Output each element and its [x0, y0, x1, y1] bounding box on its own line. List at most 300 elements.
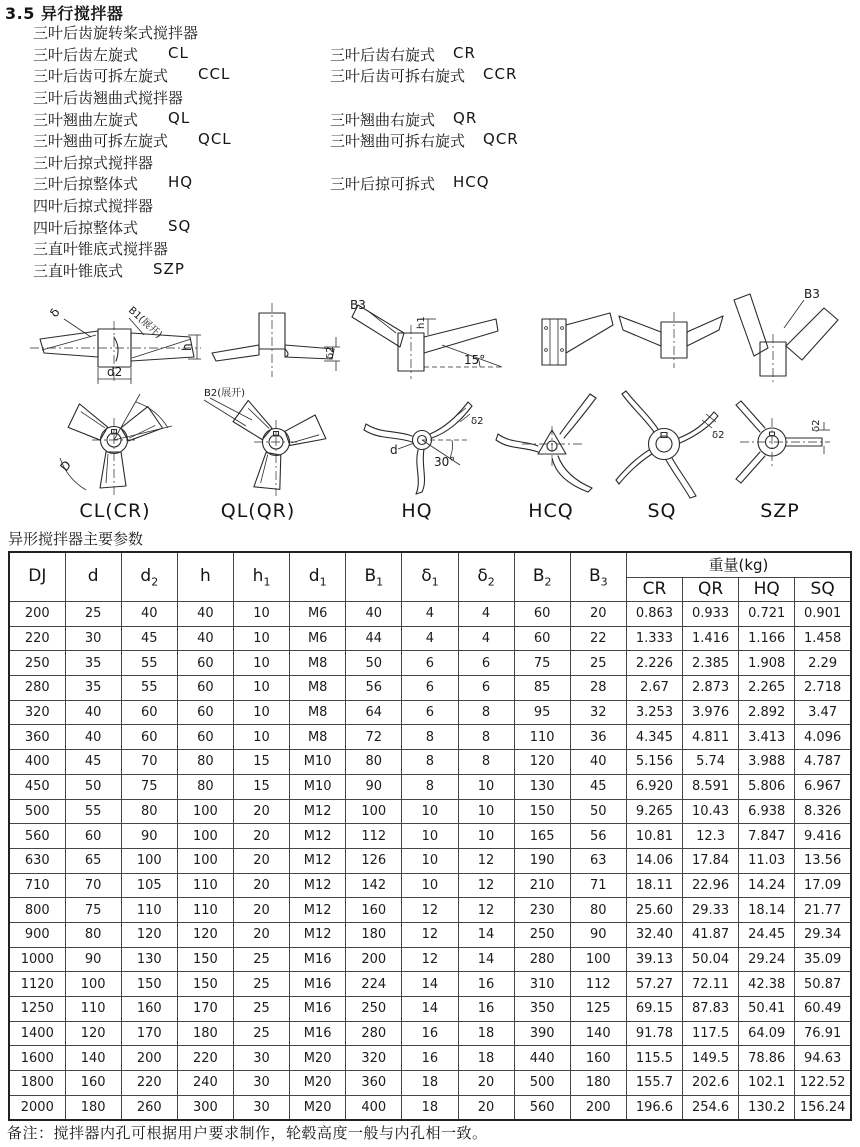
table-cell: 4.345: [626, 725, 682, 750]
table-cell: 100: [570, 947, 626, 972]
table-cell: 7.847: [739, 824, 795, 849]
table-cell: 400: [346, 1095, 402, 1120]
mixer-type-code: CCR: [483, 65, 518, 84]
table-cell: 35: [65, 676, 121, 701]
table-cell: 40: [65, 725, 121, 750]
table-cell: 10: [234, 725, 290, 750]
table-cell: 80: [121, 799, 177, 824]
table-cell: 12: [458, 848, 514, 873]
table-cell: 30: [65, 626, 121, 651]
mixer-type-code: CCL: [198, 65, 231, 84]
table-cell: 3.47: [795, 700, 851, 725]
dimension-label: δ2: [471, 416, 484, 427]
table-cell: M8: [290, 676, 346, 701]
table-row: [9, 651, 851, 676]
table-cell: 126: [346, 848, 402, 873]
table-cell: 122.52: [795, 1071, 851, 1096]
table-cell: 12: [402, 922, 458, 947]
table-cell: M12: [290, 848, 346, 873]
table-cell: 150: [121, 972, 177, 997]
table-header-row: [9, 552, 851, 577]
table-cell: 29.33: [683, 898, 739, 923]
table-cell: 10: [402, 873, 458, 898]
table-cell: M16: [290, 947, 346, 972]
table-cell: 2.29: [795, 651, 851, 676]
table-cell: 165: [514, 824, 570, 849]
dimension-label: B3: [804, 287, 820, 301]
table-cell: M8: [290, 725, 346, 750]
table-cell: 120: [121, 922, 177, 947]
mixer-type-left: [33, 44, 330, 65]
table-row: [9, 824, 851, 849]
table-body: [9, 602, 851, 1121]
table-cell: 2.718: [795, 676, 851, 701]
diagram-side-view-v-blades: [615, 298, 727, 378]
mixer-type-row: [33, 173, 833, 195]
table-cell: 90: [570, 922, 626, 947]
table-cell: 11.03: [739, 848, 795, 873]
table-cell: 110: [177, 898, 233, 923]
table-cell: 16: [458, 972, 514, 997]
column-header: h: [177, 552, 233, 602]
table-cell: 64.09: [739, 1021, 795, 1046]
mixer-type-row: [33, 108, 833, 130]
mixer-type-list: [33, 22, 833, 281]
mixer-type-left: [33, 130, 330, 151]
table-cell: 100: [177, 799, 233, 824]
table-cell: 1800: [9, 1071, 65, 1096]
mixer-type-name: 三叶后掠式搅拌器: [33, 153, 154, 172]
dimension-label: δ: [46, 305, 63, 320]
diagram-caption-hcq: HCQ: [528, 500, 574, 522]
table-cell: 60.49: [795, 997, 851, 1022]
table-cell: 50: [570, 799, 626, 824]
table-cell: 280: [346, 1021, 402, 1046]
table-cell: 9.265: [626, 799, 682, 824]
mixer-type-row: [33, 22, 833, 44]
mixer-type-row: [33, 130, 833, 152]
table-cell: 250: [346, 997, 402, 1022]
table-title: 异形搅拌器主要参数: [8, 530, 144, 548]
table-cell: 220: [177, 1046, 233, 1071]
table-cell: 29.34: [795, 922, 851, 947]
table-cell: 8: [402, 774, 458, 799]
table-cell: 112: [570, 972, 626, 997]
table-cell: 180: [65, 1095, 121, 1120]
dimension-label: 30°: [434, 455, 456, 469]
table-cell: 63: [570, 848, 626, 873]
table-cell: 4.787: [795, 750, 851, 775]
table-cell: 0.721: [739, 602, 795, 627]
table-cell: 72: [346, 725, 402, 750]
table-cell: M12: [290, 824, 346, 849]
table-cell: 6.938: [739, 799, 795, 824]
table-cell: 12: [402, 947, 458, 972]
table-row: [9, 626, 851, 651]
table-cell: 15: [234, 750, 290, 775]
table-cell: 1600: [9, 1046, 65, 1071]
diagram-caption-cl-cr: CL(CR): [79, 500, 151, 522]
table-cell: 10: [458, 774, 514, 799]
table-cell: 15: [234, 774, 290, 799]
table-cell: 9.416: [795, 824, 851, 849]
mixer-type-name: 三叶后齿右旋式: [330, 45, 436, 64]
table-cell: 18: [402, 1071, 458, 1096]
table-cell: 25.60: [626, 898, 682, 923]
table-cell: 3.253: [626, 700, 682, 725]
table-cell: M16: [290, 1021, 346, 1046]
mixer-type-name: 三叶后齿旋转桨式搅拌器: [33, 24, 199, 43]
table-cell: 40: [177, 602, 233, 627]
column-header: $B_1$: [346, 552, 402, 602]
table-cell: M6: [290, 602, 346, 627]
mixer-type-name: 三叶翘曲右旋式: [330, 110, 436, 129]
table-cell: 80: [346, 750, 402, 775]
diagram-hcq-top-view: [494, 388, 618, 506]
table-cell: 10: [234, 676, 290, 701]
table-cell: 20: [234, 799, 290, 824]
table-cell: 6: [402, 700, 458, 725]
table-cell: 50.04: [683, 947, 739, 972]
table-cell: 130: [121, 947, 177, 972]
table-cell: 25: [234, 1021, 290, 1046]
table-cell: 80: [65, 922, 121, 947]
table-cell: 25: [65, 602, 121, 627]
table-cell: 1120: [9, 972, 65, 997]
table-cell: 50: [65, 774, 121, 799]
table-cell: 4: [402, 602, 458, 627]
table-cell: 120: [65, 1021, 121, 1046]
table-cell: 90: [65, 947, 121, 972]
diagram-caption-sq: SQ: [647, 500, 677, 522]
table-cell: 40: [570, 750, 626, 775]
mixer-type-row: [33, 216, 833, 238]
column-header: $\delta_2$: [458, 552, 514, 602]
table-cell: 25: [234, 947, 290, 972]
table-cell: 260: [121, 1095, 177, 1120]
mixer-type-left: [33, 87, 330, 108]
table-cell: 320: [9, 700, 65, 725]
table-cell: 120: [514, 750, 570, 775]
table-cell: 8: [458, 750, 514, 775]
table-cell: 60: [177, 700, 233, 725]
dimension-label: d2: [107, 365, 123, 379]
table-cell: 200: [9, 602, 65, 627]
dimension-label: δ2: [325, 346, 336, 359]
table-cell: 100: [65, 972, 121, 997]
table-cell: 25: [234, 997, 290, 1022]
table-cell: 100: [177, 848, 233, 873]
table-cell: 12.3: [683, 824, 739, 849]
table-cell: M12: [290, 799, 346, 824]
column-header: $B_2$: [514, 552, 570, 602]
table-cell: 8: [458, 700, 514, 725]
mixer-type-left: [33, 260, 330, 281]
table-cell: 2.226: [626, 651, 682, 676]
table-cell: 87.83: [683, 997, 739, 1022]
table-cell: M8: [290, 651, 346, 676]
table-cell: 40: [65, 700, 121, 725]
table-cell: 254.6: [683, 1095, 739, 1120]
table-cell: 95: [514, 700, 570, 725]
table-cell: 160: [570, 1046, 626, 1071]
table-cell: M10: [290, 774, 346, 799]
mixer-type-code: SQ: [168, 216, 192, 235]
weight-column-header: QR: [683, 577, 739, 602]
mixer-type-name: 三叶后齿可拆右旋式: [330, 67, 466, 86]
table-cell: 2.385: [683, 651, 739, 676]
table-cell: 75: [121, 774, 177, 799]
table-cell: 3.413: [739, 725, 795, 750]
table-cell: M12: [290, 898, 346, 923]
table-cell: 42.38: [739, 972, 795, 997]
table-cell: 440: [514, 1046, 570, 1071]
table-cell: 2000: [9, 1095, 65, 1120]
table-cell: 12: [458, 873, 514, 898]
table-cell: 196.6: [626, 1095, 682, 1120]
table-row: [9, 997, 851, 1022]
table-row: [9, 972, 851, 997]
table-cell: 8: [402, 725, 458, 750]
table-row: [9, 1071, 851, 1096]
table-cell: 117.5: [683, 1021, 739, 1046]
mixer-type-left: [33, 195, 330, 216]
mixer-type-code: HCQ: [453, 173, 490, 192]
table-cell: 250: [9, 651, 65, 676]
table-cell: 60: [121, 725, 177, 750]
table-cell: 20: [234, 824, 290, 849]
table-cell: 120: [177, 922, 233, 947]
table-cell: 91.78: [626, 1021, 682, 1046]
weight-group-header: 重量(kg): [626, 552, 851, 577]
table-cell: 500: [514, 1071, 570, 1096]
table-cell: 156.24: [795, 1095, 851, 1120]
table-cell: 200: [121, 1046, 177, 1071]
table-cell: 78.86: [739, 1046, 795, 1071]
table-cell: 45: [121, 626, 177, 651]
mixer-type-code: CL: [168, 43, 189, 62]
column-header: $h_1$: [234, 552, 290, 602]
table-cell: 6: [458, 651, 514, 676]
table-cell: 60: [514, 602, 570, 627]
mixer-type-name: 四叶后掠整体式: [33, 218, 139, 237]
table-cell: 10: [458, 824, 514, 849]
table-cell: 69.15: [626, 997, 682, 1022]
table-cell: 25: [570, 651, 626, 676]
table-cell: 70: [65, 873, 121, 898]
table-cell: 18: [458, 1021, 514, 1046]
table-cell: 20: [234, 922, 290, 947]
table-cell: 18.11: [626, 873, 682, 898]
parameters-table: [8, 551, 852, 1121]
table-cell: 10: [234, 602, 290, 627]
table-cell: 360: [346, 1071, 402, 1096]
table-cell: 14: [402, 972, 458, 997]
weight-column-header: CR: [626, 577, 682, 602]
weight-column-header: SQ: [795, 577, 851, 602]
table-cell: 115.5: [626, 1046, 682, 1071]
mixer-type-code: QR: [453, 108, 478, 127]
table-row: [9, 848, 851, 873]
table-cell: 230: [514, 898, 570, 923]
table-row: [9, 774, 851, 799]
mixer-type-name: 三叶后掠可拆式: [330, 175, 436, 194]
table-cell: 1.333: [626, 626, 682, 651]
table-cell: 320: [346, 1046, 402, 1071]
mixer-type-left: [33, 152, 330, 173]
table-cell: 142: [346, 873, 402, 898]
table-cell: 21.77: [795, 898, 851, 923]
table-cell: 80: [570, 898, 626, 923]
weight-column-header: HQ: [739, 577, 795, 602]
table-cell: 55: [121, 651, 177, 676]
table-cell: 32.40: [626, 922, 682, 947]
mixer-type-code: CR: [453, 43, 476, 62]
diagram-cl-cr-top-view: [36, 386, 194, 504]
table-cell: 75: [514, 651, 570, 676]
diagram-side-view-bolted-hub: [536, 303, 616, 375]
mixer-type-name: 三叶翘曲可拆左旋式: [33, 132, 169, 151]
table-cell: 280: [514, 947, 570, 972]
table-cell: 6: [402, 651, 458, 676]
table-cell: 160: [65, 1071, 121, 1096]
table-cell: 60: [121, 700, 177, 725]
table-cell: 5.156: [626, 750, 682, 775]
column-header: $\delta_1$: [402, 552, 458, 602]
table-row: [9, 799, 851, 824]
mixer-type-row: [33, 87, 833, 109]
table-cell: 50: [346, 651, 402, 676]
table-cell: 0.933: [683, 602, 739, 627]
column-header: $B_3$: [570, 552, 626, 602]
table-cell: 310: [514, 972, 570, 997]
table-cell: 150: [514, 799, 570, 824]
table-cell: 200: [570, 1095, 626, 1120]
table-cell: 20: [458, 1071, 514, 1096]
table-row: [9, 898, 851, 923]
diagram-side-view-b3-blade: [724, 286, 849, 386]
table-cell: 100: [121, 848, 177, 873]
mixer-type-left: [33, 217, 330, 238]
table-cell: 102.1: [739, 1071, 795, 1096]
table-cell: M20: [290, 1095, 346, 1120]
table-cell: M12: [290, 922, 346, 947]
table-cell: 400: [9, 750, 65, 775]
table-cell: 14.06: [626, 848, 682, 873]
table-cell: 35.09: [795, 947, 851, 972]
mixer-type-row: [33, 152, 833, 174]
table-cell: 105: [121, 873, 177, 898]
table-cell: 12: [458, 898, 514, 923]
table-cell: 4: [458, 602, 514, 627]
table-row: [9, 1021, 851, 1046]
diagram-side-view-flat-blade: [206, 299, 341, 381]
table-cell: 160: [346, 898, 402, 923]
table-cell: 110: [65, 997, 121, 1022]
mixer-type-row: [33, 195, 833, 217]
mixer-type-code: QCR: [483, 130, 519, 149]
table-cell: 5.806: [739, 774, 795, 799]
table-cell: 30: [234, 1095, 290, 1120]
table-cell: 10: [402, 799, 458, 824]
table-cell: 41.87: [683, 922, 739, 947]
table-cell: 710: [9, 873, 65, 898]
table-cell: 10.81: [626, 824, 682, 849]
table-cell: M10: [290, 750, 346, 775]
table-cell: 180: [570, 1071, 626, 1096]
table-cell: M12: [290, 873, 346, 898]
table-cell: 10: [234, 651, 290, 676]
mixer-type-code: SZP: [153, 259, 185, 278]
table-cell: 150: [177, 972, 233, 997]
table-cell: 45: [65, 750, 121, 775]
table-cell: 6: [458, 676, 514, 701]
table-cell: 10: [402, 848, 458, 873]
table-cell: 200: [346, 947, 402, 972]
table-cell: 16: [458, 997, 514, 1022]
table-cell: 60: [177, 725, 233, 750]
dimension-label: δ2: [811, 419, 822, 432]
table-cell: 170: [177, 997, 233, 1022]
table-cell: 60: [177, 676, 233, 701]
table-cell: 16: [402, 1046, 458, 1071]
table-cell: 112: [346, 824, 402, 849]
table-cell: M6: [290, 626, 346, 651]
table-cell: 60: [514, 626, 570, 651]
table-cell: 80: [177, 774, 233, 799]
dimension-label: h: [180, 343, 194, 351]
table-cell: 8.591: [683, 774, 739, 799]
table-cell: 250: [514, 922, 570, 947]
table-cell: 140: [570, 1021, 626, 1046]
table-cell: 56: [346, 676, 402, 701]
table-cell: 22.96: [683, 873, 739, 898]
table-cell: 100: [177, 824, 233, 849]
table-cell: 17.84: [683, 848, 739, 873]
mixer-type-name: 三直叶锥底式搅拌器: [33, 240, 169, 259]
mixer-type-name: 三叶后掠整体式: [33, 175, 139, 194]
mixer-type-left: [33, 22, 330, 43]
table-cell: 500: [9, 799, 65, 824]
table-cell: 14: [458, 947, 514, 972]
table-cell: 32: [570, 700, 626, 725]
table-cell: 12: [402, 898, 458, 923]
table-cell: 6: [402, 676, 458, 701]
table-cell: 20: [458, 1095, 514, 1120]
table-cell: 36: [570, 725, 626, 750]
dimension-label: 15°: [464, 353, 486, 367]
mixer-type-name: 三叶翘曲左旋式: [33, 110, 139, 129]
table-cell: 57.27: [626, 972, 682, 997]
table-cell: 1400: [9, 1021, 65, 1046]
table-cell: 45: [570, 774, 626, 799]
table-cell: 40: [346, 602, 402, 627]
table-cell: 85: [514, 676, 570, 701]
table-cell: 125: [570, 997, 626, 1022]
table-cell: 55: [65, 799, 121, 824]
table-cell: 202.6: [683, 1071, 739, 1096]
table-cell: 4: [458, 626, 514, 651]
table-cell: 2.265: [739, 676, 795, 701]
mixer-type-left: [33, 109, 330, 130]
table-cell: 35: [65, 651, 121, 676]
table-cell: 4: [402, 626, 458, 651]
column-header: $d_1$: [290, 552, 346, 602]
mixer-type-left: [33, 65, 330, 86]
dimension-label: B2(展开): [204, 388, 246, 399]
table-cell: 40: [177, 626, 233, 651]
table-row: [9, 725, 851, 750]
